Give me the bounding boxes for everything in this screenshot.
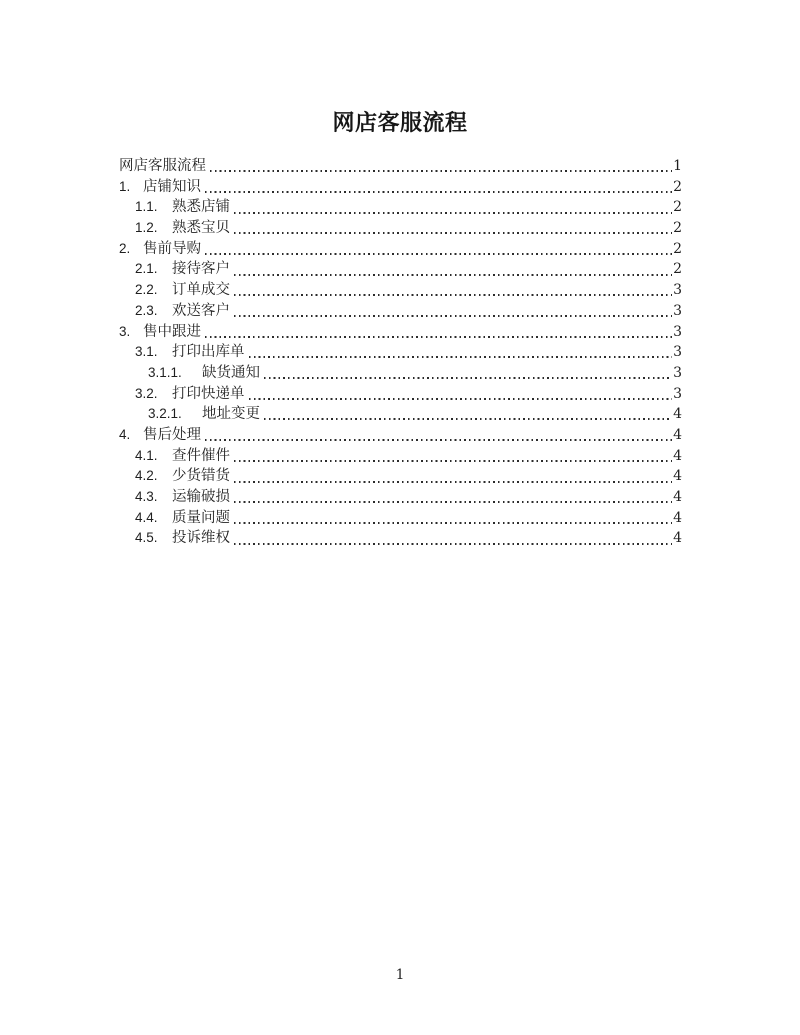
toc-leader-dots [234, 481, 672, 483]
toc-entry-label: 地址变更 [202, 406, 260, 423]
toc-entry[interactable] [135, 301, 682, 322]
toc-entry[interactable] [135, 446, 682, 467]
toc-entry[interactable] [135, 384, 682, 405]
toc-entry-page: 3 [673, 282, 682, 299]
toc-entry-page: 3 [673, 344, 682, 361]
toc-entry-label: 熟悉店铺 [172, 199, 230, 216]
toc-entry-label: 订单成交 [172, 282, 230, 299]
toc-entry-number: 2.2. [135, 282, 158, 298]
toc-leader-dots [264, 377, 672, 379]
toc-entry[interactable] [119, 156, 682, 177]
toc-entry-label: 投诉维权 [172, 530, 230, 547]
toc-leader-dots [205, 439, 672, 441]
toc-entry-page: 3 [673, 302, 682, 319]
toc-entry[interactable] [135, 487, 682, 508]
toc-entry-label: 售前导购 [143, 240, 201, 257]
toc-leader-dots [264, 418, 672, 420]
toc-entry-number: 2.1. [135, 261, 158, 277]
toc-entry-number: 4. [119, 426, 131, 442]
toc-leader-dots [205, 336, 672, 338]
toc-entry-number: 3. [119, 323, 131, 339]
toc-entry-page: 4 [673, 447, 682, 464]
toc-entry-number: 3.1. [135, 344, 158, 360]
toc-leader-dots [234, 212, 672, 214]
toc-entry-page: 4 [673, 468, 682, 485]
toc-entry-page: 4 [673, 406, 682, 423]
toc-entry-number: 3.2.1. [148, 406, 182, 422]
toc-entry-number: 2.3. [135, 302, 158, 318]
toc-entry-label: 打印出库单 [172, 344, 245, 361]
toc-leader-dots [205, 191, 672, 193]
toc-entry[interactable] [135, 280, 682, 301]
page-title: 网店客服流程 [332, 110, 468, 136]
toc-entry[interactable] [148, 404, 682, 425]
toc-leader-dots [234, 315, 672, 317]
toc-entry[interactable] [135, 259, 682, 280]
toc-leader-dots [249, 398, 673, 400]
toc-entry-page: 4 [673, 489, 682, 505]
toc-entry[interactable] [135, 466, 682, 487]
toc-leader-dots [234, 501, 672, 503]
toc-entry-label: 售中跟进 [143, 323, 201, 340]
toc-leader-dots [234, 294, 672, 296]
toc-entry-label: 缺货通知 [202, 364, 260, 381]
toc-entry-label: 打印快递单 [172, 385, 245, 402]
toc-entry-page: 4 [673, 530, 682, 547]
toc-entry-page: 3 [673, 364, 682, 381]
toc-entry[interactable] [135, 528, 682, 549]
toc-entry[interactable] [135, 342, 682, 363]
toc-leader-dots [249, 356, 673, 358]
toc-entry-label: 售后处理 [143, 426, 201, 443]
toc-leader-dots [234, 522, 672, 524]
toc-entry-page: 2 [673, 199, 682, 216]
toc-entry-page: 2 [673, 178, 682, 195]
toc-entry-label: 欢送客户 [172, 302, 230, 319]
toc-leader-dots [210, 170, 672, 172]
toc-entry-page: 2 [673, 261, 682, 278]
toc-entry-number: 1.2. [135, 220, 158, 236]
toc-entry-number: 3.2. [135, 385, 158, 401]
toc-leader-dots [234, 460, 672, 462]
toc-entry-number: 4.3. [135, 489, 158, 504]
toc-entry[interactable] [119, 322, 682, 343]
toc-entry[interactable] [119, 177, 682, 198]
toc-entry-label: 网店客服流程 [119, 158, 206, 174]
toc-entry-label: 接待客户 [172, 261, 230, 278]
toc-entry-page: 1 [673, 158, 682, 174]
toc-entry-page: 3 [673, 385, 682, 402]
toc-entry[interactable] [148, 363, 682, 384]
toc-entry-number: 4.1. [135, 447, 158, 463]
toc-leader-dots [234, 232, 672, 234]
toc-entry-number: 1.1. [135, 199, 158, 215]
toc-entry-label: 运输破损 [172, 489, 230, 505]
toc-entry-label: 熟悉宝贝 [172, 220, 230, 237]
toc-entry[interactable] [135, 508, 682, 529]
toc-entry-page: 2 [673, 220, 682, 237]
toc-entry-label: 质量问题 [172, 509, 230, 526]
toc-entry-number: 4.2. [135, 468, 158, 484]
toc-leader-dots [234, 274, 672, 276]
toc-entry[interactable] [119, 239, 682, 260]
toc-entry-page: 3 [673, 323, 682, 340]
toc-entry-number: 4.5. [135, 530, 158, 546]
footer-page-number: 1 [395, 967, 405, 983]
toc-entry[interactable] [119, 425, 682, 446]
table-of-contents [119, 156, 682, 549]
toc-leader-dots [234, 543, 672, 545]
toc-entry-label: 查件催件 [172, 447, 230, 464]
toc-entry-number: 1. [119, 178, 131, 194]
toc-entry-number: 2. [119, 240, 131, 256]
toc-entry-page: 4 [673, 509, 682, 526]
toc-leader-dots [205, 253, 672, 255]
toc-entry-number: 4.4. [135, 509, 158, 525]
toc-entry[interactable] [135, 218, 682, 239]
toc-entry-page: 2 [673, 240, 682, 257]
toc-entry-label: 店铺知识 [143, 178, 201, 195]
toc-entry[interactable] [135, 197, 682, 218]
toc-entry-label: 少货错货 [172, 468, 230, 485]
toc-entry-page: 4 [673, 426, 682, 443]
toc-entry-number: 3.1.1. [148, 364, 182, 380]
